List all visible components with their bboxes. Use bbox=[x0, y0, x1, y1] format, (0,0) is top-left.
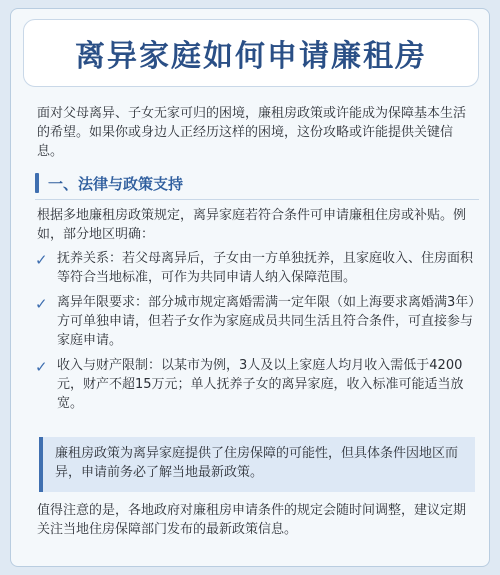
closing-paragraph: 值得注意的是，各地政府对廉租房申请条件的规定会随时间调整，建议定期关注当地住房保障部门发布的最新政策信息。 bbox=[37, 503, 467, 537]
section-accent-bar bbox=[35, 173, 39, 193]
intro-paragraph: 面对父母离异、子女无家可归的困境，廉租房政策或许能成为保障基本生活的希望。如果你或身边人正经历这样的困境，这份攻略或许能提供关键信息。 bbox=[37, 106, 467, 159]
check-icon: ✓ bbox=[35, 358, 48, 376]
section-title: 一、法律与政策支持 bbox=[48, 174, 184, 193]
page-title: 离异家庭如何申请廉租房 bbox=[75, 39, 427, 74]
section-divider bbox=[35, 199, 479, 200]
list-item bbox=[35, 356, 479, 413]
list-item-text: 离异年限要求：部分城市规定离婚需满一定年限（如上海要求离婚满3年）方可单独申请，但若子女作为家庭成员共同生活且符合条件，可直接参与家庭申请。 bbox=[57, 295, 475, 348]
list-item bbox=[35, 249, 479, 287]
list-item-text: 抚养关系：若父母离异后，子女由一方单独抚养，且家庭收入、住房面积等符合当地标准，可作为共同申请人纳入保障范围。 bbox=[57, 251, 474, 285]
check-icon: ✓ bbox=[35, 251, 48, 269]
list-item bbox=[35, 293, 479, 350]
section-heading bbox=[35, 169, 479, 197]
highlight-callout: 廉租房政策为离异家庭提供了住房保障的可能性，但具体条件因地区而异，申请前务必了解当地最新政策。 bbox=[39, 437, 475, 492]
list-item-text: 收入与财产限制：以某市为例，3人及以上家庭人均月收入需低于4200元，财产不超15万元；单人抚养子女的离异家庭，收入标准可能适当放宽。 bbox=[57, 358, 464, 411]
article-card bbox=[10, 8, 490, 567]
policy-checklist bbox=[35, 249, 479, 419]
title-banner bbox=[23, 19, 479, 87]
section-intro: 根据多地廉租房政策规定，离异家庭若符合条件可申请廉租住房或补贴。例如，部分地区明确： bbox=[37, 208, 467, 242]
check-icon: ✓ bbox=[35, 295, 48, 313]
